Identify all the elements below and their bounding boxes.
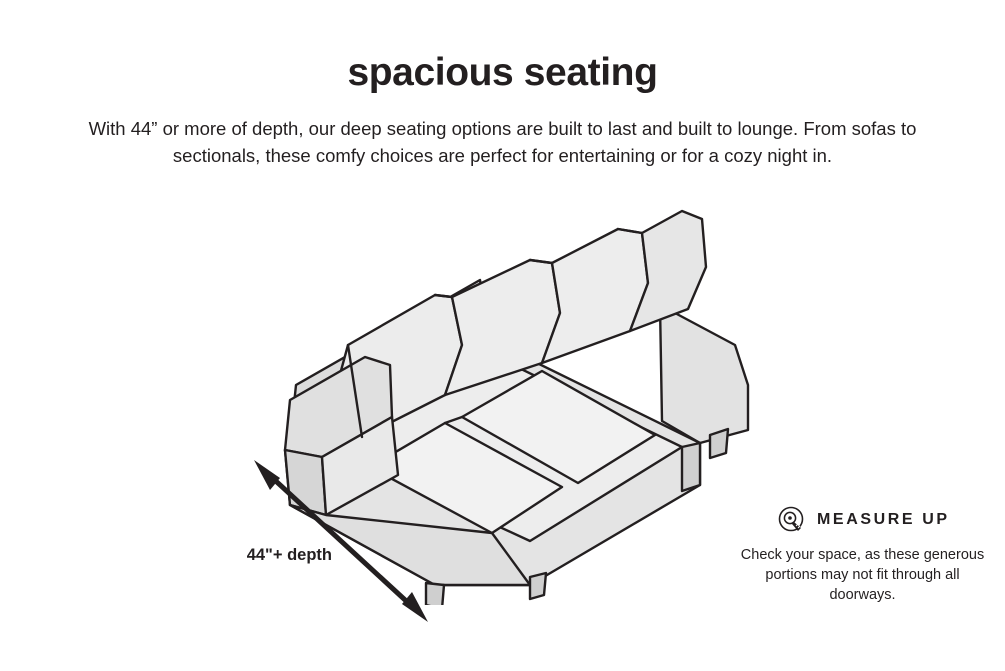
tape-measure-icon [777,505,807,535]
page-title: spacious seating [347,51,658,94]
measure-up-callout [735,505,990,606]
measure-up-title: MEASURE UP [817,511,950,528]
depth-dimension-label: 44"+ depth [246,546,332,564]
depth-dimension-arrow [230,440,450,630]
measure-up-note: Check your space, as these generous portions may not fit through all doorways. [740,547,985,603]
page-description: With 44” or more of depth, our deep seating options are built to last and built to lounge. From sofas to sectionals, these comfy choices are perfect for entertaining or for a cozy night in. [88,118,917,166]
measure-up-header [735,505,990,535]
